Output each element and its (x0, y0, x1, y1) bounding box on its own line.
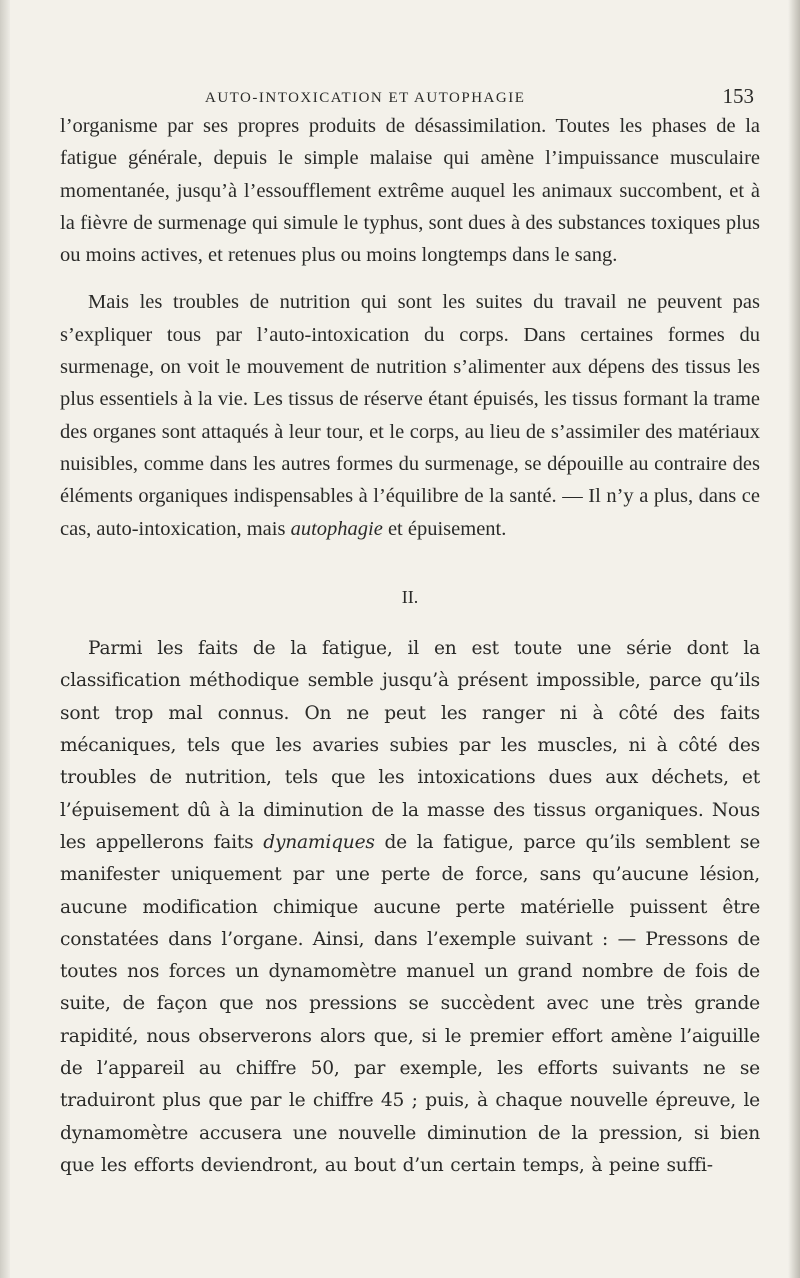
page-number: 153 (722, 84, 754, 108)
paragraph-2-text: Mais les troubles de nutrition qui sont les suites du travail ne peuvent pas s’expliquer tous par l’auto-intoxication du corps. Dans certaines formes du surmenage, on voit le mouvement de nutrition s’alimenter aux dépens des tissus les plus essentiels à la vie. Les tissus de réserve étant épuisés, les tissus formant la trame des organes sont attaqués à leur tour, et le corps, au lieu de s’assimiler des matériaux nuisibles, comme dans les autres formes du surmenage, se dépouille au contraire des éléments organiques indispensables à l’équilibre de la santé. — Il n’y a plus, dans ce cas, auto-intoxication, mais (60, 291, 760, 540)
page-edge-right (788, 0, 800, 1278)
paragraph-3 (60, 633, 760, 1182)
running-head: AUTO-INTOXICATION ET AUTOPHAGIE (205, 90, 526, 106)
section-heading: II. (401, 586, 419, 607)
paragraph-2 (60, 286, 760, 544)
paragraph-2-emphasis: autophagie (290, 517, 383, 540)
paragraph-3-text-end: de la fatigue, parce qu’ils semblent se manifester uniquement par une perte de force, sans qu’aucune lésion, aucune modification chimique aucune perte matérielle puissent être constatées dans l’organe. Ainsi, dans l’exemple suivant : — Pressons de toutes nos forces un dynamomètre manuel un grand nombre de fois de suite, de façon que nos pressions se succèdent avec une très grande rapidité, nous observerons alors que, si le premier effort amène l’aiguille de l’appareil au chiffre 50, par exemple, les efforts suivants ne se traduiront plus que par le chiffre 45 ; puis, à chaque nouvelle épreuve, le dynamomètre accusera une nouvelle diminution de la pression, si bien que les efforts deviendront, au bout d’un certain temps, à peine suffi- (60, 831, 760, 1176)
page-edge-left (0, 0, 10, 1278)
body-text (60, 110, 760, 1182)
paragraph-3-emphasis: dynamiques (263, 831, 375, 853)
paragraph-1 (60, 110, 760, 271)
paragraph-2-text-end: et épuisement. (382, 517, 507, 540)
paragraph-3-text: Parmi les faits de la fatigue, il en est toute une série dont la classification méthodique semble jusqu’à présent impossible, parce qu’ils sont trop mal connus. On ne peut les ranger ni à côté des faits mécaniques, tels que les avaries subies par les muscles, ni à côté des troubles de nutrition, tels que les intoxications dues aux déchets, et l’épuisement dû à la diminution de la masse des tissus organiques. Nous les appellerons faits (60, 638, 760, 853)
paragraph-1-text: l’organisme par ses propres produits de désassimilation. Toutes les phases de la fatigue générale, depuis le simple malaise qui amène l’impuissance musculaire momentanée, jusqu’à l’essoufflement extrême auquel les animaux succombent, et à la fièvre de surmenage qui simule le typhus, sont dues à des substances toxiques plus ou moins actives, et retenues plus ou moins longtemps dans le sang. (60, 115, 760, 267)
